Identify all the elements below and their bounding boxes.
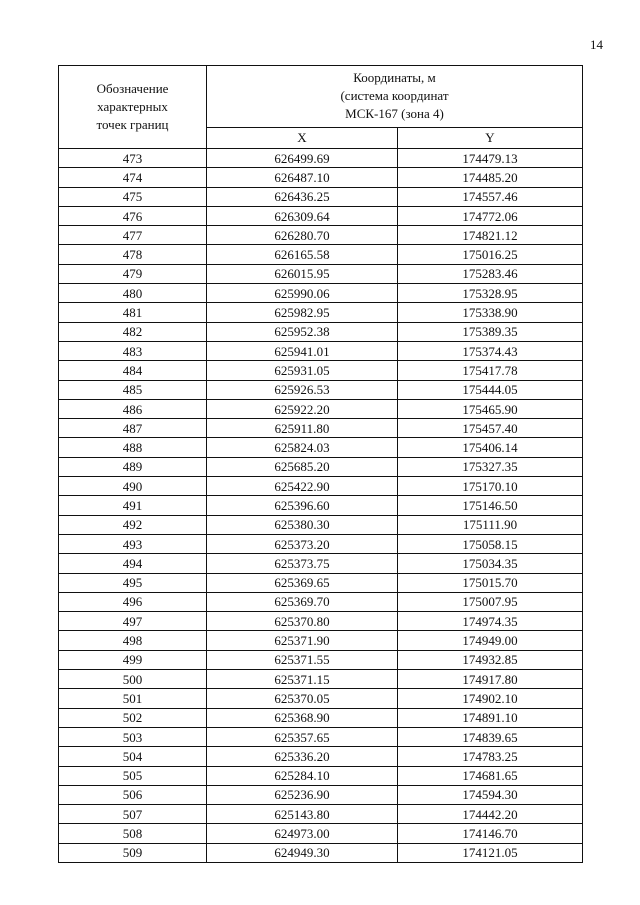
y-coordinate-cell: 175389.35 xyxy=(398,322,583,341)
table-row xyxy=(59,631,583,650)
y-coordinate-cell: 174783.25 xyxy=(398,747,583,766)
y-coordinate-cell: 174442.20 xyxy=(398,805,583,824)
point-cell: 495 xyxy=(59,573,207,592)
table-row xyxy=(59,534,583,553)
x-coordinate-cell: 625371.90 xyxy=(207,631,398,650)
y-coordinate-cell: 174479.13 xyxy=(398,149,583,168)
x-coordinate-cell: 625373.75 xyxy=(207,554,398,573)
y-coordinate-cell: 175007.95 xyxy=(398,592,583,611)
table-row xyxy=(59,341,583,360)
point-cell: 493 xyxy=(59,534,207,553)
point-cell: 506 xyxy=(59,785,207,804)
point-cell: 477 xyxy=(59,226,207,245)
table-row xyxy=(59,322,583,341)
table-row xyxy=(59,226,583,245)
point-cell: 503 xyxy=(59,727,207,746)
x-coordinate-cell: 625143.80 xyxy=(207,805,398,824)
x-coordinate-cell: 625236.90 xyxy=(207,785,398,804)
point-cell: 504 xyxy=(59,747,207,766)
y-coordinate-cell: 174557.46 xyxy=(398,187,583,206)
x-coordinate-cell: 625952.38 xyxy=(207,322,398,341)
y-column-header: Y xyxy=(398,127,583,148)
x-coordinate-cell: 626436.25 xyxy=(207,187,398,206)
y-coordinate-cell: 174594.30 xyxy=(398,785,583,804)
point-cell: 479 xyxy=(59,264,207,283)
point-cell: 489 xyxy=(59,457,207,476)
table-row xyxy=(59,573,583,592)
point-header-line: точек границ xyxy=(96,117,169,132)
y-coordinate-cell: 174121.05 xyxy=(398,843,583,862)
x-coordinate-cell: 625824.03 xyxy=(207,438,398,457)
point-cell: 508 xyxy=(59,824,207,843)
x-coordinate-cell: 625370.80 xyxy=(207,612,398,631)
x-coordinate-cell: 625990.06 xyxy=(207,284,398,303)
y-coordinate-cell: 174821.12 xyxy=(398,226,583,245)
y-coordinate-cell: 174932.85 xyxy=(398,650,583,669)
x-coordinate-cell: 625911.80 xyxy=(207,419,398,438)
table-row xyxy=(59,747,583,766)
x-coordinate-cell: 625368.90 xyxy=(207,708,398,727)
point-header-line: Обозначение xyxy=(96,81,169,96)
y-coordinate-cell: 174839.65 xyxy=(398,727,583,746)
table-row xyxy=(59,380,583,399)
y-coordinate-cell: 174891.10 xyxy=(398,708,583,727)
y-coordinate-cell: 175016.25 xyxy=(398,245,583,264)
table-row xyxy=(59,457,583,476)
point-cell: 497 xyxy=(59,612,207,631)
x-coordinate-cell: 625357.65 xyxy=(207,727,398,746)
point-cell: 485 xyxy=(59,380,207,399)
point-cell: 505 xyxy=(59,766,207,785)
table-row xyxy=(59,766,583,785)
table-body xyxy=(59,149,583,863)
table-row xyxy=(59,785,583,804)
point-cell: 499 xyxy=(59,650,207,669)
point-cell: 486 xyxy=(59,399,207,418)
page-number: 14 xyxy=(590,37,603,52)
table-row xyxy=(59,477,583,496)
y-coordinate-cell: 174902.10 xyxy=(398,689,583,708)
point-cell: 478 xyxy=(59,245,207,264)
point-header-line: характерных xyxy=(97,99,168,114)
x-coordinate-cell: 624973.00 xyxy=(207,824,398,843)
y-coordinate-cell: 175327.35 xyxy=(398,457,583,476)
x-coordinate-cell: 625284.10 xyxy=(207,766,398,785)
point-cell: 480 xyxy=(59,284,207,303)
table-row xyxy=(59,708,583,727)
y-coordinate-cell: 175457.40 xyxy=(398,419,583,438)
point-cell: 491 xyxy=(59,496,207,515)
y-coordinate-cell: 175034.35 xyxy=(398,554,583,573)
coordinates-header xyxy=(207,66,583,128)
point-designation-header xyxy=(59,66,207,149)
point-cell: 492 xyxy=(59,515,207,534)
point-cell: 481 xyxy=(59,303,207,322)
coordinates-table xyxy=(58,65,583,863)
y-coordinate-cell: 175328.95 xyxy=(398,284,583,303)
table-row xyxy=(59,670,583,689)
coords-header-line: МСК-167 (зона 4) xyxy=(345,106,444,122)
x-coordinate-cell: 625373.20 xyxy=(207,534,398,553)
y-coordinate-cell: 175374.43 xyxy=(398,341,583,360)
point-cell: 496 xyxy=(59,592,207,611)
point-cell: 494 xyxy=(59,554,207,573)
y-coordinate-cell: 175338.90 xyxy=(398,303,583,322)
x-coordinate-cell: 625396.60 xyxy=(207,496,398,515)
y-coordinate-cell: 174917.80 xyxy=(398,670,583,689)
point-cell: 482 xyxy=(59,322,207,341)
x-coordinate-cell: 625369.65 xyxy=(207,573,398,592)
x-coordinate-cell: 626309.64 xyxy=(207,206,398,225)
x-coordinate-cell: 624949.30 xyxy=(207,843,398,862)
y-coordinate-cell: 175058.15 xyxy=(398,534,583,553)
point-cell: 473 xyxy=(59,149,207,168)
coords-header-line: (система координат xyxy=(340,88,449,104)
table-row xyxy=(59,284,583,303)
table-row xyxy=(59,399,583,418)
point-cell: 488 xyxy=(59,438,207,457)
y-coordinate-cell: 175417.78 xyxy=(398,361,583,380)
table-row xyxy=(59,727,583,746)
x-coordinate-cell: 625370.05 xyxy=(207,689,398,708)
x-coordinate-cell: 625926.53 xyxy=(207,380,398,399)
coords-header-line: Координаты, м xyxy=(353,70,436,86)
table-row xyxy=(59,187,583,206)
y-coordinate-cell: 174974.35 xyxy=(398,612,583,631)
table-row xyxy=(59,419,583,438)
table-row xyxy=(59,168,583,187)
point-cell: 500 xyxy=(59,670,207,689)
x-coordinate-cell: 625922.20 xyxy=(207,399,398,418)
x-coordinate-cell: 625685.20 xyxy=(207,457,398,476)
x-coordinate-cell: 625380.30 xyxy=(207,515,398,534)
table-row xyxy=(59,149,583,168)
point-cell: 487 xyxy=(59,419,207,438)
y-coordinate-cell: 174681.65 xyxy=(398,766,583,785)
table-row xyxy=(59,264,583,283)
x-coordinate-cell: 625371.15 xyxy=(207,670,398,689)
table-row xyxy=(59,843,583,862)
y-coordinate-cell: 175015.70 xyxy=(398,573,583,592)
table-row xyxy=(59,650,583,669)
x-coordinate-cell: 626487.10 xyxy=(207,168,398,187)
y-coordinate-cell: 175170.10 xyxy=(398,477,583,496)
table-row xyxy=(59,824,583,843)
x-coordinate-cell: 625371.55 xyxy=(207,650,398,669)
table-row xyxy=(59,515,583,534)
x-coordinate-cell: 626165.58 xyxy=(207,245,398,264)
point-cell: 475 xyxy=(59,187,207,206)
x-coordinate-cell: 626499.69 xyxy=(207,149,398,168)
y-coordinate-cell: 175283.46 xyxy=(398,264,583,283)
point-cell: 501 xyxy=(59,689,207,708)
x-column-header: X xyxy=(207,127,398,148)
y-coordinate-cell: 174146.70 xyxy=(398,824,583,843)
x-coordinate-cell: 625369.70 xyxy=(207,592,398,611)
table-row xyxy=(59,206,583,225)
point-cell: 498 xyxy=(59,631,207,650)
point-cell: 509 xyxy=(59,843,207,862)
table-row xyxy=(59,612,583,631)
x-coordinate-cell: 626015.95 xyxy=(207,264,398,283)
table-row xyxy=(59,592,583,611)
y-coordinate-cell: 174772.06 xyxy=(398,206,583,225)
x-coordinate-cell: 625336.20 xyxy=(207,747,398,766)
point-cell: 484 xyxy=(59,361,207,380)
table-row xyxy=(59,303,583,322)
table-row xyxy=(59,554,583,573)
point-cell: 483 xyxy=(59,341,207,360)
y-coordinate-cell: 174485.20 xyxy=(398,168,583,187)
point-cell: 490 xyxy=(59,477,207,496)
table-row xyxy=(59,805,583,824)
x-coordinate-cell: 625941.01 xyxy=(207,341,398,360)
table-row xyxy=(59,496,583,515)
point-cell: 474 xyxy=(59,168,207,187)
table-row xyxy=(59,689,583,708)
y-coordinate-cell: 175465.90 xyxy=(398,399,583,418)
x-coordinate-cell: 626280.70 xyxy=(207,226,398,245)
y-coordinate-cell: 175111.90 xyxy=(398,515,583,534)
y-coordinate-cell: 175406.14 xyxy=(398,438,583,457)
x-coordinate-cell: 625422.90 xyxy=(207,477,398,496)
x-coordinate-cell: 625982.95 xyxy=(207,303,398,322)
point-cell: 502 xyxy=(59,708,207,727)
table-row xyxy=(59,438,583,457)
y-coordinate-cell: 174949.00 xyxy=(398,631,583,650)
table-row xyxy=(59,245,583,264)
point-cell: 476 xyxy=(59,206,207,225)
y-coordinate-cell: 175146.50 xyxy=(398,496,583,515)
table-header xyxy=(59,66,583,149)
table-row xyxy=(59,361,583,380)
x-coordinate-cell: 625931.05 xyxy=(207,361,398,380)
y-coordinate-cell: 175444.05 xyxy=(398,380,583,399)
point-cell: 507 xyxy=(59,805,207,824)
